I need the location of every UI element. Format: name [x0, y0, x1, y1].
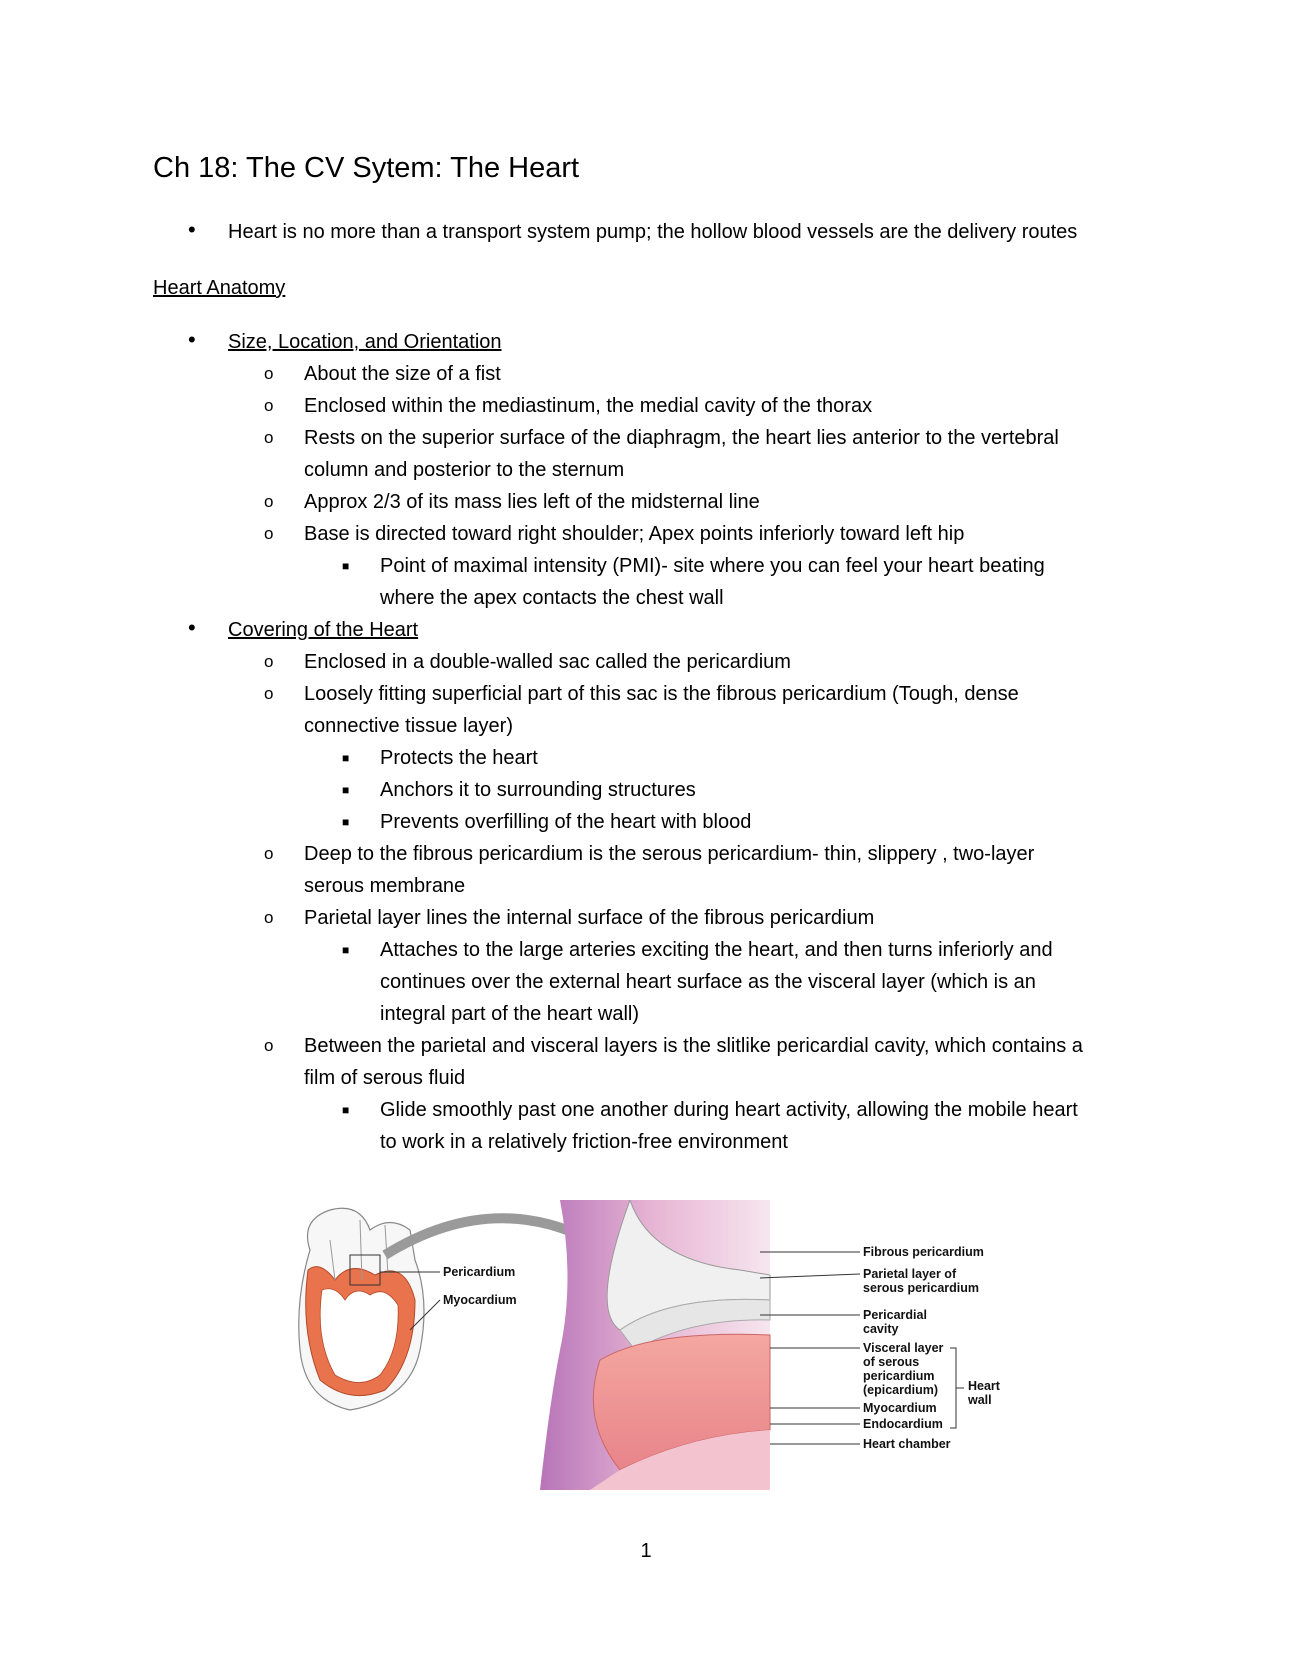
list-item: Protects the heart	[380, 747, 538, 769]
bullet-square: ■	[342, 943, 350, 957]
subsection-heading-size: Size, Location, and Orientation	[228, 331, 502, 353]
list-item: Rests on the superior surface of the diaphragm, the heart lies anterior to the vertebral	[304, 427, 1059, 449]
list-item: Enclosed in a double-walled sac called the pericardium	[304, 651, 791, 673]
list-item: connective tissue layer)	[304, 715, 513, 737]
label-pericardial-cavity: Pericardial	[863, 1308, 927, 1322]
tissue-section-icon	[540, 1200, 770, 1490]
list-item: About the size of a fist	[304, 363, 501, 385]
list-item: Deep to the fibrous pericardium is the serous pericardium- thin, slippery , two-layer	[304, 843, 1035, 865]
label-heart-chamber: Heart chamber	[863, 1437, 951, 1451]
bullet-dot: •	[188, 615, 196, 640]
list-item: Approx 2/3 of its mass lies left of the midsternal line	[304, 491, 760, 513]
bullet-circle: o	[264, 492, 274, 511]
label-visceral-layer-3: pericardium	[863, 1369, 935, 1383]
label-visceral-layer-2: of serous	[863, 1355, 920, 1369]
label-heart-wall: Heart	[968, 1379, 1000, 1393]
label-visceral-layer-4: (epicardium)	[863, 1383, 939, 1397]
label-parietal-layer: Parietal layer of	[863, 1267, 957, 1281]
intro-text: Heart is no more than a transport system pump; the hollow blood vessels are the delivery routes	[228, 221, 1078, 243]
heart-wall-figure	[290, 1200, 1070, 1490]
section-heading: Heart Anatomy	[153, 277, 286, 299]
label-endocardium: Endocardium	[863, 1417, 943, 1431]
arrow-icon	[385, 1218, 590, 1255]
list-item: Glide smoothly past one another during heart activity, allowing the mobile heart	[380, 1099, 1078, 1121]
bullet-circle: o	[264, 396, 274, 415]
bullet-square: ■	[342, 559, 350, 573]
list-item: Point of maximal intensity (PMI)- site where you can feel your heart beating	[380, 555, 1045, 577]
page-number: 1	[640, 1540, 652, 1562]
label-pericardial-cavity-2: cavity	[863, 1322, 899, 1336]
label-parietal-layer-2: serous pericardium	[863, 1281, 980, 1295]
bullet-square: ■	[342, 1103, 350, 1117]
list-item: Loosely fitting superficial part of this sac is the fibrous pericardium (Tough, dense	[304, 683, 1019, 705]
bullet-circle: o	[264, 1036, 274, 1055]
bullet-circle: o	[264, 652, 274, 671]
bullet-circle: o	[264, 844, 274, 863]
list-item: Between the parietal and visceral layers is the slitlike pericardial cavity, which contains a	[304, 1035, 1083, 1057]
list-item: Base is directed toward right shoulder; Apex points inferiorly toward left hip	[304, 523, 965, 545]
label-myocardium: Myocardium	[443, 1293, 517, 1307]
list-item: column and posterior to the sternum	[304, 459, 625, 481]
list-item: where the apex contacts the chest wall	[380, 587, 724, 609]
label-pericardium: Pericardium	[443, 1265, 516, 1279]
page-title: Ch 18: The CV Sytem: The Heart	[153, 152, 580, 184]
list-item: serous membrane	[304, 875, 466, 897]
list-item: Anchors it to surrounding structures	[380, 779, 696, 801]
bullet-circle: o	[264, 428, 274, 447]
list-item: continues over the external heart surface as the visceral layer (which is an	[380, 971, 1036, 993]
bullet-dot: •	[188, 327, 196, 352]
bullet-square: ■	[342, 783, 350, 797]
list-item: Enclosed within the mediastinum, the medial cavity of the thorax	[304, 395, 873, 417]
list-item: Attaches to the large arteries exciting the heart, and then turns inferiorly and	[380, 939, 1053, 961]
list-item: film of serous fluid	[304, 1067, 466, 1089]
bullet-circle: o	[264, 364, 274, 383]
label-heart-wall-2: wall	[968, 1393, 992, 1407]
bullet-square: ■	[342, 815, 350, 829]
label-myocardium-layer: Myocardium	[863, 1401, 937, 1415]
subsection-heading-covering: Covering of the Heart	[228, 619, 419, 641]
bullet-dot: •	[188, 217, 196, 242]
list-item: integral part of the heart wall)	[380, 1003, 640, 1025]
label-visceral-layer: Visceral layer	[863, 1341, 944, 1355]
bullet-circle: o	[264, 524, 274, 543]
bullet-circle: o	[264, 684, 274, 703]
bullet-square: ■	[342, 751, 350, 765]
list-item: Prevents overfilling of the heart with blood	[380, 811, 752, 833]
list-item: Parietal layer lines the internal surface of the fibrous pericardium	[304, 907, 875, 929]
bullet-circle: o	[264, 908, 274, 927]
list-item: to work in a relatively friction-free environment	[380, 1131, 788, 1153]
label-fibrous-pericardium: Fibrous pericardium	[863, 1245, 984, 1259]
